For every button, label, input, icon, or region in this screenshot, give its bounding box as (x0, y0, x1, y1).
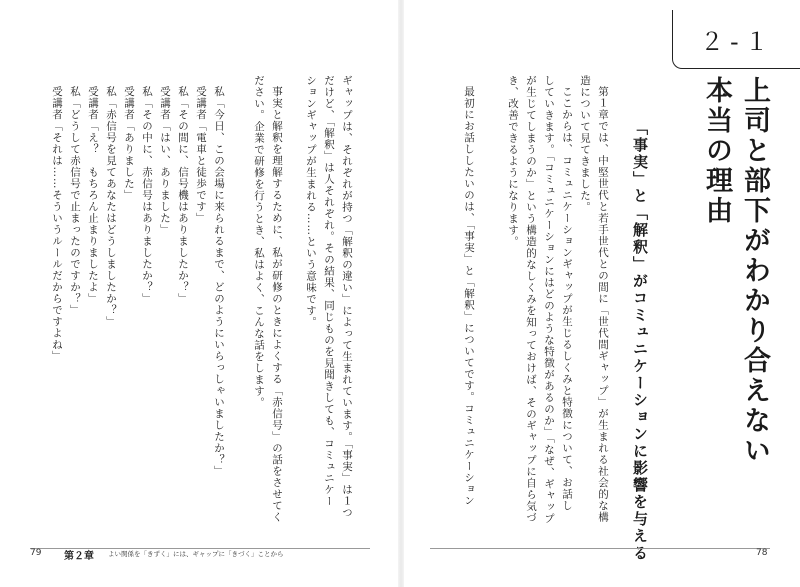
body-line: き、改善できるようになります。 (507, 75, 519, 248)
section-title-line-2: 本当の理由 (701, 76, 732, 226)
dialogue-line: 受講者「それは……そういうルールだからですよね」 (51, 86, 63, 362)
chapter-label-text: 第２章 (64, 551, 94, 562)
footer-rule-right (430, 548, 770, 549)
dialogue-line: 受講者「え？ もちろん止まりましたよ」 (87, 86, 99, 305)
body-line: 第１章では、中堅世代と若手世代との間に「世代間ギャップ」が生まれる社会的な構 (597, 86, 609, 523)
page-number-right: 78 (756, 548, 768, 558)
dialogue-line: 受講者「はい、ありました」 (159, 86, 171, 236)
section-title-line-1: 上司と部下がわかり合えない (739, 76, 770, 466)
dialogue-line: 私「その間に、信号機はありましたか？」 (177, 86, 189, 305)
book-gutter (398, 0, 404, 587)
dialogue-line: 私「赤信号を見てあなたはどうしましたか？」 (105, 86, 117, 328)
dialogue-line: 私「今日、この会場に来られるまで、どのようにいらっしゃいましたか？」 (213, 86, 225, 477)
page-number-left: 79 (30, 548, 42, 558)
running-title: よい関係を「きずく」には、ギャップに「きづく」ことから (108, 550, 284, 558)
body-line: が生じてしまうのか」という構造的なしくみを知っておけば、そのギャップに自ら気づ (525, 75, 537, 524)
body-line: していきます。「コミュニケーションにはどのような特徴があるのか」「なぜ、ギャップ (543, 75, 555, 525)
body-line: だけど、「解釈」は人それぞれ。その結果、同じものを見聞きしても、コミュニケー (323, 75, 335, 507)
body-line: 事実と解釈を理解するために、私が研修のときによくする「赤信号」の話をさせてく (271, 86, 283, 523)
chapter-label (64, 547, 94, 562)
section-number: ２-１ (700, 28, 775, 56)
section-subtitle: 「事実」と「解釈」がコミュニケーションに影響を与える (631, 120, 649, 562)
body-line: ここからは、コミュニケーションギャップが生じるしくみと特徴について、お話し (561, 86, 573, 512)
dialogue-line: 私「どうして赤信号で止まったのですか？」 (69, 86, 81, 316)
body-line: ギャップは、それぞれが持つ「解釈の違い」によって生まれています。「事実」は１つ (341, 75, 353, 519)
body-line: ださい。企業で研修を行うとき、私はよく、こんな話をします。 (253, 75, 265, 409)
dialogue-line: 受講者「ありました」 (123, 86, 135, 201)
dialogue-line: 受講者「電車と徒歩です」 (195, 86, 207, 224)
body-line: ションギャップが生まれる……という意味です。 (305, 75, 317, 328)
body-line: 造について見てきました。 (579, 75, 591, 213)
body-line: 最初にお話ししたいのは、「事実」と「解釈」についてです。コミュニケーション (463, 86, 475, 507)
dialogue-line: 私「その中に、赤信号はありましたか？」 (141, 86, 153, 305)
